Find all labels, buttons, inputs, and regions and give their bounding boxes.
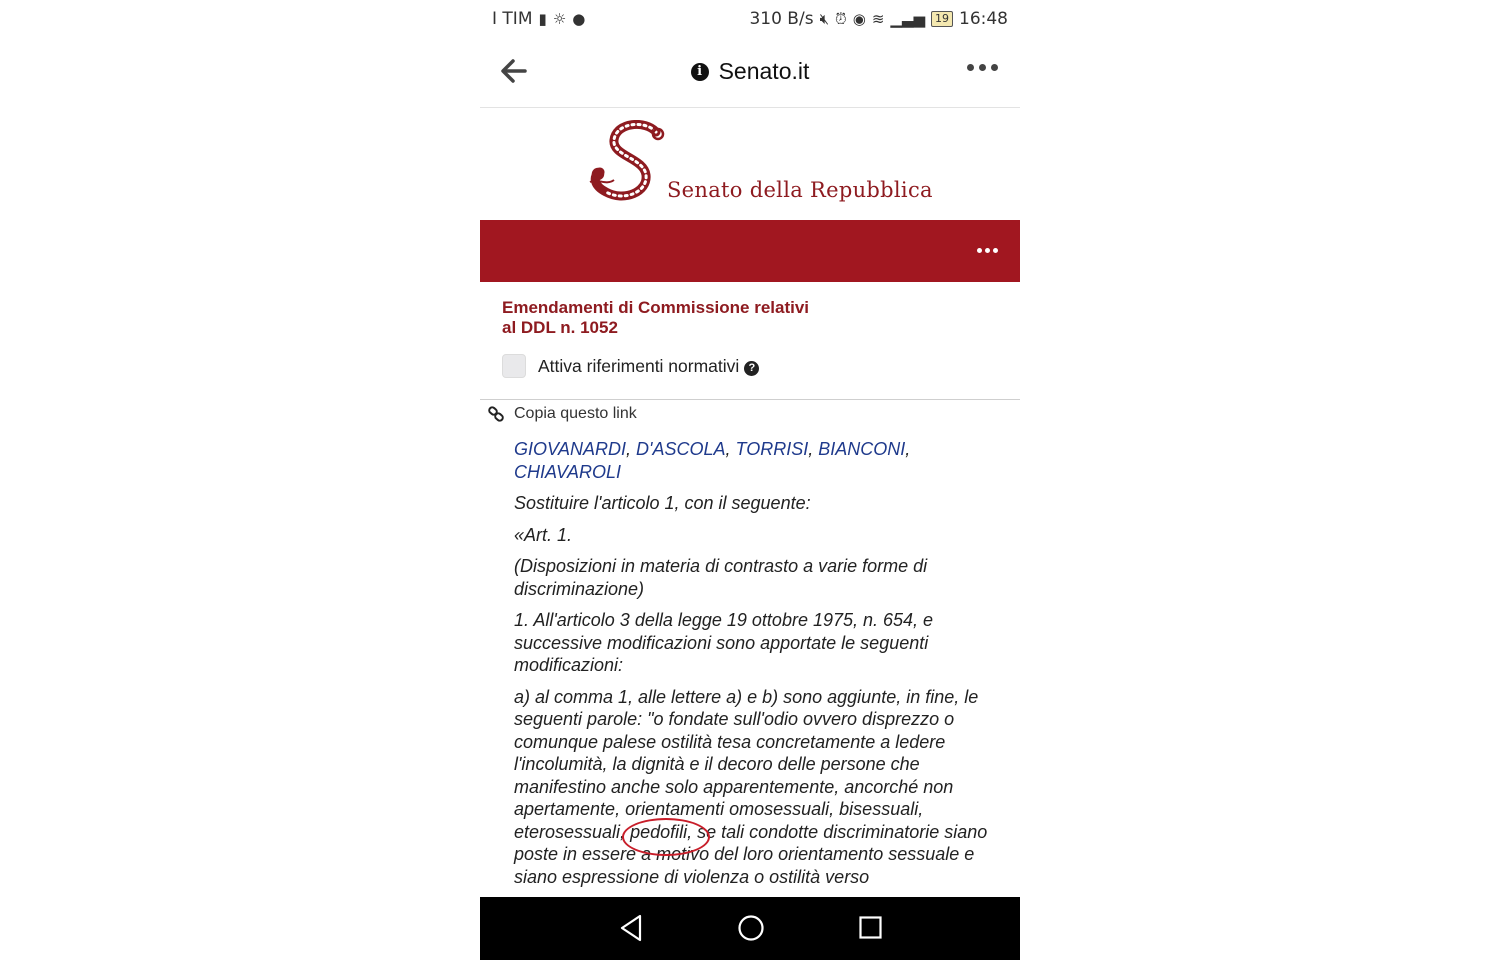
logo-text: Senato della Repubblica	[667, 178, 933, 202]
paragraph-a-after: se tali condotte discriminatorie siano poste in essere a motivo del loro orientamento sessuale e siano espressione di violenza o ostilità verso	[514, 821, 988, 887]
navigation-band	[480, 220, 1020, 282]
copy-link-label: Copia questo link	[514, 405, 637, 422]
info-icon[interactable]: i	[691, 63, 709, 81]
more-dots-icon	[967, 64, 974, 71]
site-header	[480, 108, 1020, 220]
phone-screen	[480, 0, 1020, 960]
eye-icon: ◉	[852, 9, 866, 28]
browser-toolbar	[480, 38, 1020, 108]
status-right	[749, 9, 1008, 29]
author-separator: ,	[808, 439, 819, 459]
copy-link-button[interactable]	[488, 405, 637, 423]
author-link[interactable]: D'ASCOLA	[636, 439, 726, 459]
author-separator: ,	[725, 439, 736, 459]
author-separator: ,	[905, 439, 911, 459]
nav-home-icon	[737, 913, 765, 943]
paragraph-a	[514, 686, 994, 889]
help-icon[interactable]: ?	[744, 361, 759, 376]
more-dot	[991, 64, 998, 71]
more-dot	[979, 64, 986, 71]
author-separator: ,	[626, 439, 637, 459]
signal-icon: ▁▃▅	[890, 9, 925, 28]
brightness-icon: ☼	[552, 9, 567, 28]
status-left	[492, 9, 585, 29]
clock: 16:48	[959, 9, 1008, 29]
paragraph: Sostituire l'articolo 1, con il seguente:	[514, 493, 811, 513]
toggle-label-text: Attiva riferimenti normativi	[538, 355, 740, 376]
paragraph: «Art. 1.	[514, 524, 573, 545]
document-title	[502, 298, 902, 338]
amendment-text	[514, 438, 994, 897]
status-bar	[480, 0, 1020, 38]
normative-references-toggle	[502, 354, 759, 378]
senato-logo-icon[interactable]	[586, 120, 671, 204]
menu-dot	[993, 248, 998, 253]
author-link[interactable]: GIOVANARDI	[514, 439, 627, 459]
android-navigation-bar	[480, 897, 1020, 960]
toggle-label	[538, 356, 759, 377]
authors-list	[514, 438, 994, 483]
author-link[interactable]: CHIAVAROLI	[514, 461, 622, 482]
menu-dots-icon	[977, 248, 982, 253]
carrier-label: I TIM	[492, 9, 533, 29]
nav-back-icon	[618, 913, 644, 943]
menu-button[interactable]	[977, 248, 998, 253]
nav-back-button[interactable]	[618, 913, 644, 948]
document-title-line2: al DDL n. 1052	[502, 318, 618, 337]
author-link[interactable]: TORRISI	[735, 439, 809, 459]
paragraph: (Disposizioni in materia di contrasto a varie forme di discriminazione)	[514, 556, 928, 599]
alarm-icon: ⏰︎	[835, 9, 847, 28]
author-link[interactable]: BIANCONI	[818, 439, 906, 459]
site-title-label: Senato.it	[718, 58, 810, 84]
nav-recents-button[interactable]	[858, 913, 884, 948]
message-icon: ●	[572, 9, 586, 28]
circled-word: pedofili,	[630, 821, 693, 842]
network-speed: 310 B/s	[749, 9, 814, 29]
nav-home-button[interactable]	[737, 913, 765, 948]
site-title[interactable]	[480, 58, 1020, 85]
sim-icon: ▮	[538, 9, 547, 28]
paragraph-a-before: a) al comma 1, alle lettere a) e b) sono aggiunte, in fine, le seguenti parole: "o fondate sull'odio ovvero disprezzo o comunque palese ostilità tesa concretamente a ledere l'incolumità, la dignità e il decoro delle persone che manifestino anche solo apparentemente, ancorché non apertamente, orientamenti omosessuali, bisessuali, eterosessuali,	[514, 686, 979, 842]
wifi-icon: ≋	[871, 9, 885, 28]
battery-icon: 19	[931, 11, 953, 27]
link-icon	[488, 406, 504, 422]
document-title-line1: Emendamenti di Commissione relativi	[502, 298, 810, 317]
nav-recents-icon	[858, 913, 884, 943]
menu-dot	[985, 248, 990, 253]
divider	[480, 399, 1020, 400]
mute-icon: 🔇︎	[819, 9, 830, 28]
paragraph: 1. All'articolo 3 della legge 19 ottobre 1975, n. 654, e successive modificazioni sono apportate le seguenti modificazioni:	[514, 610, 934, 675]
normative-references-checkbox[interactable]	[502, 354, 526, 378]
more-options-button[interactable]	[967, 64, 998, 71]
